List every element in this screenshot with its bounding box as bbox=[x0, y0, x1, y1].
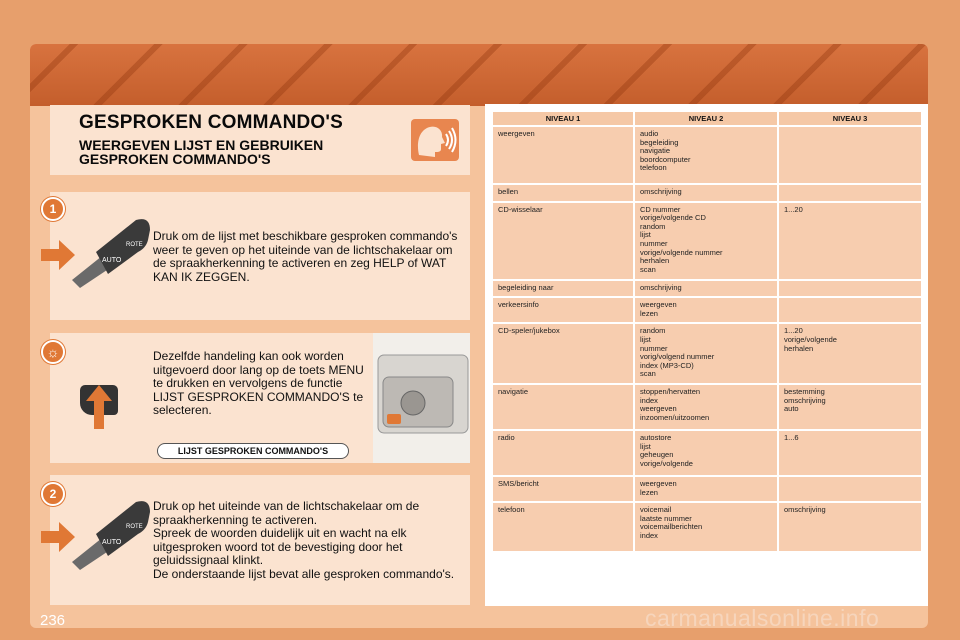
alternative-text: Dezelfde handeling kan ook worden uitgevoerd door lang op de toets MENU te drukken en vervolgens de functie LIJST GESPROKEN COMMANDO'S te selecteren. bbox=[153, 349, 364, 417]
table-row bbox=[493, 298, 921, 322]
table-cell: omschrijving bbox=[635, 185, 777, 201]
watermark: carmanualsonline.info bbox=[645, 605, 880, 631]
table-cell: stoppen/hervatten index weergeven inzoomen/uitzoomen bbox=[635, 385, 777, 429]
table-row bbox=[493, 477, 921, 501]
list-voice-commands-button: LIJST GESPROKEN COMMANDO'S bbox=[157, 443, 349, 459]
table-cell bbox=[779, 185, 921, 201]
header-niveau-1: NIVEAU 1 bbox=[493, 112, 633, 125]
table-cell bbox=[779, 127, 921, 183]
table-cell: CD-wisselaar bbox=[493, 203, 633, 279]
table-cell: 1...20 bbox=[779, 203, 921, 279]
voice-commands-table bbox=[491, 110, 923, 553]
step-2-text: Druk op het uiteinde van de lichtschakelaar om de spraakherkenning te activeren. Spreek de woorden duidelijk uit en wacht na elk uitgesproken woord tot de bevestiging door het geluidssignaal klinkt. De onderstaande lijst bevat alle gesproken commando's. bbox=[153, 499, 455, 581]
decorative-banner bbox=[30, 44, 928, 106]
table-cell bbox=[779, 477, 921, 501]
light-stalk-image bbox=[72, 500, 152, 570]
arrow-right-icon bbox=[41, 522, 75, 552]
header-niveau-2: NIVEAU 2 bbox=[635, 112, 777, 125]
table-cell: begeleiding naar bbox=[493, 281, 633, 297]
arrow-up-icon bbox=[86, 385, 112, 429]
table-row bbox=[493, 203, 921, 279]
page-subtitle: WEERGEVEN LIJST EN GEBRUIKEN GESPROKEN COMMANDO'S bbox=[79, 137, 324, 167]
stalk-label-rote: ROTE bbox=[126, 242, 143, 248]
page-number: 236 bbox=[40, 612, 66, 629]
table-cell: omschrijving bbox=[779, 503, 921, 551]
table-cell: navigatie bbox=[493, 385, 633, 429]
stalk-label-auto: AUTO bbox=[102, 257, 122, 264]
table-cell: audio begeleiding navigatie boordcomputer telefoon bbox=[635, 127, 777, 183]
header-niveau-3: NIVEAU 3 bbox=[779, 112, 921, 125]
table-cell: omschrijving bbox=[635, 281, 777, 297]
table-cell: bestemming omschrijving auto bbox=[779, 385, 921, 429]
light-stalk-image bbox=[72, 218, 152, 288]
table-cell bbox=[779, 298, 921, 322]
table-row bbox=[493, 185, 921, 201]
table-cell: bellen bbox=[493, 185, 633, 201]
step-2-badge: 2 bbox=[41, 482, 65, 506]
step-1-badge: 1 bbox=[41, 197, 65, 221]
page-title: GESPROKEN COMMANDO'S bbox=[79, 112, 343, 133]
console-image bbox=[373, 333, 470, 463]
table-row bbox=[493, 503, 921, 551]
table-row bbox=[493, 324, 921, 383]
table-cell: 1...20 vorige/volgende herhalen bbox=[779, 324, 921, 383]
table-cell: weergeven lezen bbox=[635, 298, 777, 322]
table-row bbox=[493, 281, 921, 297]
table-header-row bbox=[493, 112, 921, 125]
table-cell bbox=[779, 281, 921, 297]
table-cell: autostore lijst geheugen vorige/volgende bbox=[635, 431, 777, 475]
stalk-label-rote: ROTE bbox=[126, 524, 143, 530]
table-row bbox=[493, 127, 921, 183]
commands-table-panel bbox=[485, 104, 928, 606]
table-cell: 1...6 bbox=[779, 431, 921, 475]
table-cell: voicemail laatste nummer voicemailberichten index bbox=[635, 503, 777, 551]
stalk-label-auto: AUTO bbox=[102, 539, 122, 546]
table-cell: SMS/bericht bbox=[493, 477, 633, 501]
table-row bbox=[493, 431, 921, 475]
step-1-text: Druk om de lijst met beschikbare gesproken commando's weer te geven op het uiteinde van de lichtschakelaar om de spraakherkenning te activeren en zeg HELP of WAT KAN IK ZEGGEN. bbox=[153, 229, 458, 284]
table-cell: verkeersinfo bbox=[493, 298, 633, 322]
table-cell: random lijst nummer vorig/volgend nummer index (MP3-CD) scan bbox=[635, 324, 777, 383]
arrow-right-icon bbox=[41, 240, 75, 270]
table-cell: CD-speler/jukebox bbox=[493, 324, 633, 383]
table-cell: weergeven bbox=[493, 127, 633, 183]
table-cell: radio bbox=[493, 431, 633, 475]
table-cell: telefoon bbox=[493, 503, 633, 551]
speaking-head-icon bbox=[411, 119, 459, 161]
table-cell: CD nummer vorige/volgende CD random lijst nummer vorige/volgende nummer herhalen scan bbox=[635, 203, 777, 279]
sun-bulb-icon: ☼ bbox=[41, 340, 65, 364]
table-cell: weergeven lezen bbox=[635, 477, 777, 501]
table-row bbox=[493, 385, 921, 429]
